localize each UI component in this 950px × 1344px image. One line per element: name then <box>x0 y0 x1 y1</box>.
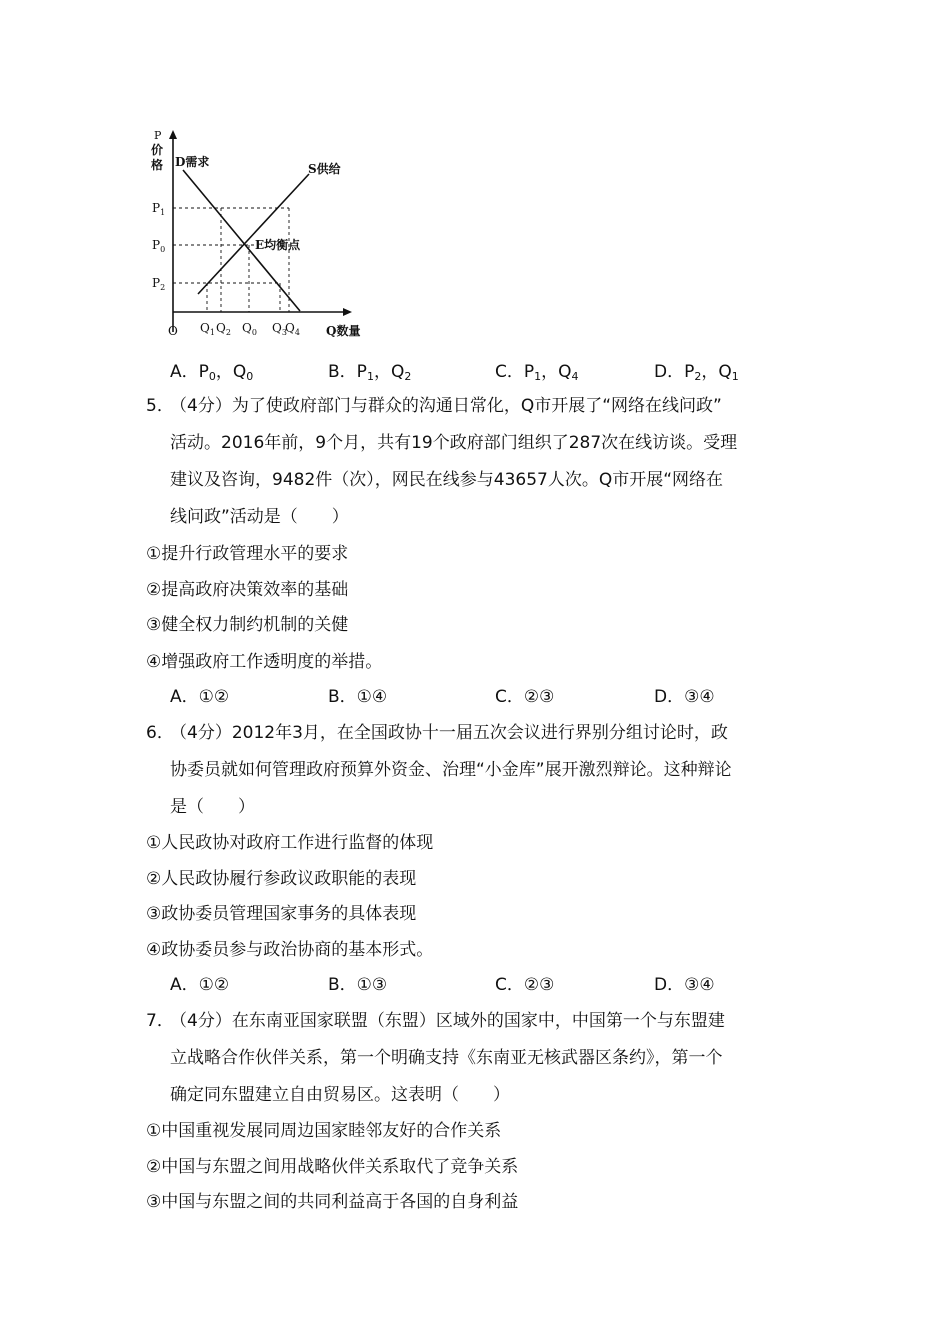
q5-option-b[interactable]: B．①④ <box>328 687 388 707</box>
q6-stem-line-1: （4分）2012年3月，在全国政协十一届五次会议进行界别分组讨论时，政 <box>170 723 728 743</box>
q7-number: 7． <box>146 1011 174 1031</box>
demand-label: D需求 <box>175 155 210 169</box>
q6-stem-line-3: 是（ ） <box>170 797 255 817</box>
q4-option-c[interactable]: C．$P_1$，$Q_4$ <box>495 362 579 383</box>
q6-item-4: ④政协委员参与政治协商的基本形式。 <box>146 940 434 960</box>
q4-option-a[interactable]: A．$P_0$，$Q_0$ <box>170 362 254 383</box>
equilibrium-label: E均衡点 <box>255 238 301 252</box>
y-axis-letter: P <box>154 129 162 142</box>
q5-item-2: ②提高政府决策效率的基础 <box>146 580 349 600</box>
origin-label: O <box>168 324 178 338</box>
q6-stem-line-2: 协委员就如何管理政府预算外资金、治理“小金库”展开激烈辩论。这种辩论 <box>170 760 732 780</box>
q7-stem-line-1: （4分）在东南亚国家联盟（东盟）区域外的国家中，中国第一个与东盟建 <box>170 1011 725 1031</box>
q6-item-1: ①人民政协对政府工作进行监督的体现 <box>146 833 434 853</box>
x-axis-label: Q数量 <box>326 324 361 338</box>
q5-stem-line-1: （4分）为了使政府部门与群众的沟通日常化，Q市开展了“网络在线问政” <box>170 396 722 416</box>
q5-stem-line-4: 线问政”活动是（ ） <box>170 507 349 527</box>
p0-tick-label: $P_0$ <box>152 238 166 254</box>
q6-option-c[interactable]: C．②③ <box>495 975 555 995</box>
q6-option-b[interactable]: B．①③ <box>328 975 388 995</box>
supply-demand-chart <box>146 128 376 344</box>
q4-tick-label: $Q_4$ <box>285 321 300 337</box>
q3-tick-label: $Q_3$ <box>272 321 287 337</box>
q5-option-d[interactable]: D．③④ <box>654 687 715 707</box>
q5-stem-line-3: 建议及咨询，9482件（次），网民在线参与43657人次。Q市开展“网络在 <box>170 470 724 490</box>
q4-option-d[interactable]: D．$P_2$，$Q_1$ <box>654 362 739 383</box>
q6-option-d[interactable]: D．③④ <box>654 975 715 995</box>
q7-item-3: ③中国与东盟之间的共同利益高于各国的自身利益 <box>146 1192 519 1212</box>
q4-option-b[interactable]: B．$P_1$，$Q_2$ <box>328 362 412 383</box>
q7-stem-line-2: 立战略合作伙伴关系，第一个明确支持《东南亚无核武器区条约》，第一个 <box>170 1048 723 1068</box>
supply-label: S供给 <box>308 162 341 176</box>
supply-curve <box>198 174 309 294</box>
q5-option-a[interactable]: A．①② <box>170 687 230 707</box>
q5-number: 5． <box>146 396 174 416</box>
q6-number: 6． <box>146 723 174 743</box>
q6-item-2: ②人民政协履行参政议政职能的表现 <box>146 869 417 889</box>
q5-option-c[interactable]: C．②③ <box>495 687 555 707</box>
q6-option-a[interactable]: A．①② <box>170 975 230 995</box>
x-axis-arrow <box>343 308 352 316</box>
q2-tick-label: $Q_2$ <box>216 321 231 337</box>
q6-item-3: ③政协委员管理国家事务的具体表现 <box>146 904 417 924</box>
y-axis-label-1: 价 <box>151 143 164 157</box>
p2-tick-label: $P_2$ <box>152 276 166 292</box>
q7-stem-line-3: 确定同东盟建立自由贸易区。这表明（ ） <box>170 1085 510 1105</box>
p1-tick-label: $P_1$ <box>152 201 166 217</box>
q5-item-1: ①提升行政管理水平的要求 <box>146 544 349 564</box>
q7-item-2: ②中国与东盟之间用战略伙伴关系取代了竞争关系 <box>146 1157 519 1177</box>
q7-item-1: ①中国重视发展同周边国家睦邻友好的合作关系 <box>146 1121 502 1141</box>
q5-item-4: ④增强政府工作透明度的举措。 <box>146 652 383 672</box>
y-axis-arrow <box>169 130 177 139</box>
q5-item-3: ③健全权力制约机制的关健 <box>146 615 349 635</box>
q0-tick-label: $Q_0$ <box>242 321 257 337</box>
q1-tick-label: $Q_1$ <box>200 321 215 337</box>
q5-stem-line-2: 活动。2016年前，9个月，共有19个政府部门组织了287次在线访谈。受理 <box>170 433 738 453</box>
y-axis-label-2: 格 <box>151 158 164 172</box>
